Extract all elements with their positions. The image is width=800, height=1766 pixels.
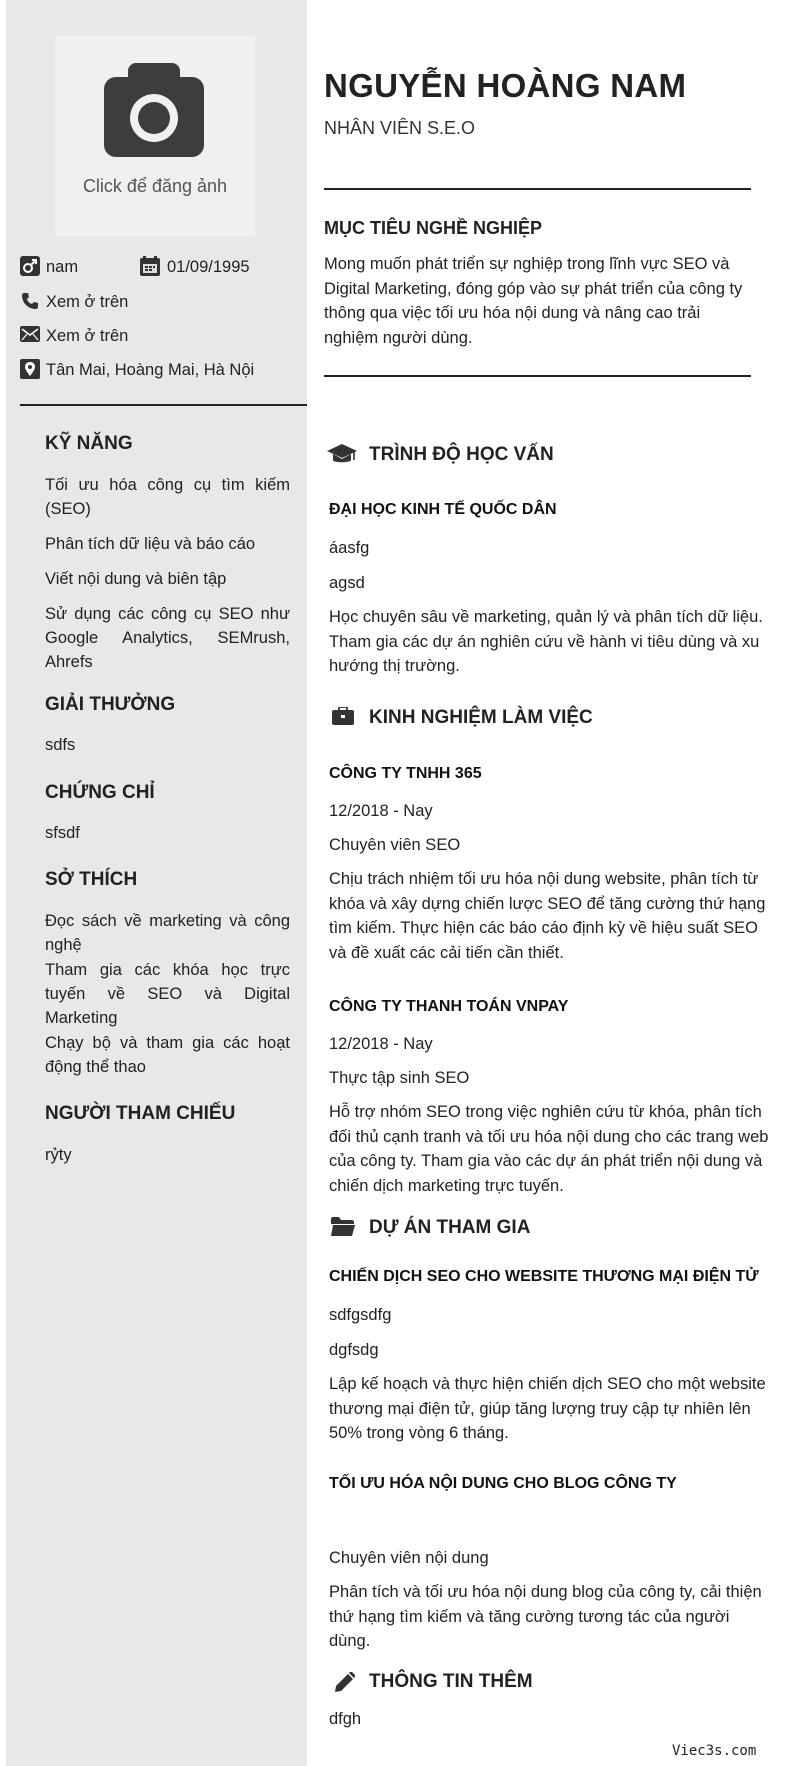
project-line: sdfgsdfg xyxy=(329,1306,392,1324)
candidate-position: NHÂN VIÊN S.E.O xyxy=(324,118,476,138)
hobby-item: Đọc sách về marketing và công nghệ xyxy=(45,912,290,954)
address-value: Tân Mai, Hoàng Mai, Hà Nội xyxy=(46,361,255,379)
job-role: Chuyên viên SEO xyxy=(329,836,461,854)
awards-text: sdfs xyxy=(45,736,76,754)
skill-item: Sử dụng các công cụ SEO như Google Analytics, SEMrush, Ahrefs xyxy=(45,605,290,671)
location-icon xyxy=(20,359,40,379)
education-line: agsd xyxy=(329,574,365,592)
skills-title: KỸ NĂNG xyxy=(45,433,133,454)
briefcase-icon xyxy=(332,707,354,725)
project-role: Chuyên viên nội dung xyxy=(329,1549,489,1567)
objective-text: Mong muốn phát triển sự nghiệp trong lĩnh vực SEO và Digital Marketing, đóng góp vào sự phát triển của công ty thông qua việc tối ưu hóa nội dung và nâng cao trải nghiệm người dùng. xyxy=(324,255,743,347)
awards-title: GIẢI THƯỞNG xyxy=(45,694,176,715)
photo-upload[interactable] xyxy=(55,36,255,236)
job-period: 12/2018 - Nay xyxy=(329,802,433,820)
gender-value: nam xyxy=(46,258,79,276)
job-company: CÔNG TY THANH TOÁN VNPAY xyxy=(329,998,569,1015)
email-value: Xem ở trên xyxy=(46,327,129,345)
project-description: Phân tích và tối ưu hóa nội dung blog của công ty, cải thiện thứ hạng tìm kiếm và tăng cường tương tác của người dùng. xyxy=(329,1583,762,1650)
phone-icon xyxy=(20,291,40,311)
birthday-value: 01/09/1995 xyxy=(167,258,250,276)
graduation-cap-icon xyxy=(327,444,357,466)
project-name: TỐI ƯU HÓA NỘI DUNG CHO BLOG CÔNG TY xyxy=(329,1475,677,1492)
job-role: Thực tập sinh SEO xyxy=(329,1069,470,1087)
pencil-icon xyxy=(335,1672,355,1692)
folder-icon xyxy=(331,1217,355,1237)
objective-divider xyxy=(324,375,751,377)
education-school: ĐẠI HỌC KINH TẾ QUỐC DÂN xyxy=(329,501,557,518)
header-divider xyxy=(324,188,751,190)
hobby-item: Chạy bộ và tham gia các hoạt động thể thao xyxy=(45,1034,290,1076)
project-name: CHIẾN DỊCH SEO CHO WEBSITE THƯƠNG MẠI ĐIỆN TỬ xyxy=(329,1268,759,1285)
phone-value: Xem ở trên xyxy=(46,293,129,311)
objective-title: MỤC TIÊU NGHỀ NGHIỆP xyxy=(324,218,543,238)
candidate-name: NGUYỄN HOÀNG NAM xyxy=(324,67,687,104)
job-company: CÔNG TY TNHH 365 xyxy=(329,765,482,782)
skill-item: Phân tích dữ liệu và báo cáo xyxy=(45,535,256,553)
hobby-item: Tham gia các khóa học trực tuyến về SEO và Digital Marketing xyxy=(45,961,290,1027)
skill-item: Tối ưu hóa công cụ tìm kiếm (SEO) xyxy=(45,476,290,518)
footer-brand: Viec3s.com xyxy=(672,1743,757,1759)
hobbies-title: SỞ THÍCH xyxy=(45,869,138,890)
experience-title: KINH NGHIỆM LÀM VIỆC xyxy=(369,707,593,728)
project-line: dgfsdg xyxy=(329,1341,379,1359)
sidebar-divider xyxy=(20,404,311,406)
certificates-text: sfsdf xyxy=(45,824,80,842)
project-description: Lập kế hoạch và thực hiện chiến dịch SEO cho một website thương mại điện tử, giúp tăng lượng truy cập tự nhiên lên 50% trong vòng 6 tháng. xyxy=(329,1375,766,1442)
photo-upload-label: Click để đăng ảnh xyxy=(82,176,228,196)
education-title: TRÌNH ĐỘ HỌC VẤN xyxy=(369,444,554,465)
projects-title: DỰ ÁN THAM GIA xyxy=(369,1217,531,1238)
calendar-icon xyxy=(140,256,160,276)
sidebar xyxy=(6,0,307,1766)
education-line: áasfg xyxy=(329,539,370,557)
gender-icon xyxy=(20,256,40,276)
job-description: Chịu trách nhiệm tối ưu hóa nội dung website, phân tích từ khóa và xây dựng chiến lược SEO để tăng cường thứ hạng tìm kiếm. Thực hiện các báo cáo định kỳ về hiệu suất SEO và đề xuất các cải tiến cần thiết. xyxy=(329,870,766,962)
references-title: NGƯỜI THAM CHIẾU xyxy=(45,1103,236,1124)
main-content xyxy=(307,0,800,1766)
skill-item: Viết nội dung và biên tập xyxy=(45,570,227,588)
job-period: 12/2018 - Nay xyxy=(329,1035,433,1053)
certificates-title: CHỨNG CHỈ xyxy=(45,782,155,803)
email-icon xyxy=(20,325,40,343)
extra-info-title: THÔNG TIN THÊM xyxy=(369,1671,533,1692)
extra-info-text: dfgh xyxy=(329,1710,362,1728)
education-description: Học chuyên sâu về marketing, quản lý và phân tích dữ liệu. Tham gia các dự án nghiên cứu về hành vi tiêu dùng và xu hướng thị trường. xyxy=(329,608,763,675)
job-description: Hỗ trợ nhóm SEO trong việc nghiên cứu từ khóa, phân tích đối thủ cạnh tranh và tối ưu hóa nội dung cho các trang web của công ty. Tham gia vào các dự án phát triển nội dung và chiến dịch marketing trực tuyến. xyxy=(329,1103,769,1195)
references-text: rỷty xyxy=(45,1146,72,1164)
camera-icon xyxy=(104,63,204,159)
